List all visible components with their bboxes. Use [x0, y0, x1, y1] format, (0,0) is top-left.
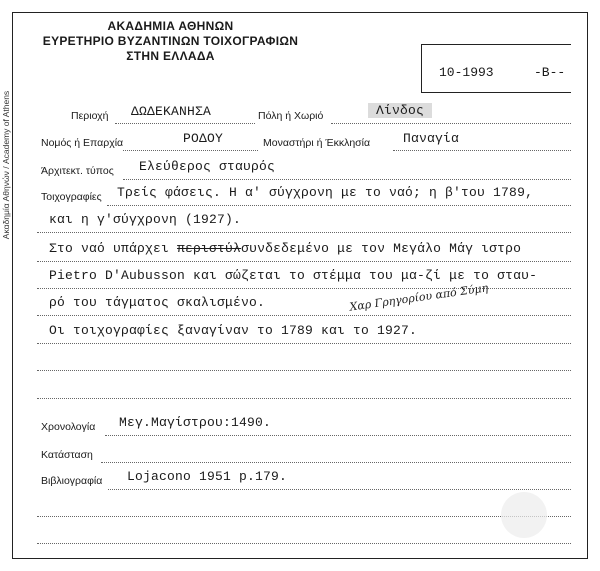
arch-type-value: Ελεύθερος σταυρός [139, 159, 276, 174]
region-label: Περιοχή [71, 110, 109, 122]
card-header [33, 19, 308, 64]
frescoes-dotline-4 [37, 288, 571, 289]
town-dotline [331, 123, 571, 124]
town-value: Λίνδος [368, 103, 432, 118]
reference-date: 10-1993 [439, 65, 494, 80]
frescoes-dotline-3 [37, 261, 571, 262]
monastery-label: Μοναστήρι ή Έκκλησία [263, 137, 371, 149]
frescoes-dotline-8 [37, 398, 571, 399]
frescoes-dotline-2 [37, 232, 571, 233]
chronology-value: Μεγ.Μαγίστρου:1490. [119, 415, 272, 430]
description-line-2: και η γ'σύγχρονη (1927). [49, 212, 242, 227]
prefecture-value: ΡΟΔΟΥ [183, 131, 224, 146]
frescoes-dotline-1 [107, 205, 571, 206]
arch-type-label: Άρχιτεκτ. τύπος [41, 165, 114, 177]
frescoes-label: Τοιχογραφίες [41, 191, 102, 203]
frescoes-dotline-5 [37, 315, 571, 316]
chronology-dotline [105, 435, 571, 436]
description-line-4: Pietro D'Aubusson και σώζεται το στέμμα του μα-ζί με το σταυ- [49, 268, 538, 283]
header-line-2: ΕΥΡΕΤΗΡΙΟ ΒΥΖΑΝΤΙΝΩΝ ΤΟΙΧΟΓΡΑΦΙΩΝ [42, 34, 299, 48]
reference-box [421, 44, 571, 93]
town-label: Πόλη ή Χωριό [258, 110, 324, 122]
header-line-3: ΣΤΗΝ ΕΛΛΑΔΑ [126, 49, 215, 63]
side-credit-text: Ακαδημία Αθηνών / Academy of Athens [1, 90, 11, 240]
academy-watermark-emblem [501, 492, 547, 538]
description-line-3 [49, 241, 521, 256]
prefecture-dotline [123, 150, 258, 151]
condition-dotline [101, 462, 571, 463]
chronology-label: Χρονολογία [41, 421, 96, 433]
region-dotline [115, 123, 255, 124]
bibliography-dotline [108, 489, 571, 490]
arch-type-dotline [123, 179, 571, 180]
region-value: ΔΩΔΕΚΑΝΗΣΑ [131, 104, 212, 119]
reference-code: -B-- [534, 65, 566, 80]
monastery-dotline [393, 150, 571, 151]
handwritten-note: Χαρ Γρηγορίου από Σύμη [348, 281, 489, 314]
index-card [12, 12, 588, 559]
frescoes-dotline-7 [37, 370, 571, 371]
prefecture-label: Νομός ή Επαρχία [41, 137, 124, 149]
description-line-1: Τρείς φάσεις. Η α' σύγχρονη με το ναό; η β'του 1789, [117, 185, 534, 200]
bibliography-label: Βιβλιογραφία [41, 475, 103, 487]
description-line-3-b: συνδεδεμένο με τον Μεγάλο Μάγ ιστρο [241, 241, 522, 256]
description-line-5: ρό του τάγματος σκαλισμένο. [49, 295, 266, 310]
extra-dotline-2 [37, 543, 571, 544]
header-line-1: ΑΚΑΔΗΜΙΑ ΑΘΗΝΩΝ [107, 19, 234, 33]
side-credit [0, 60, 12, 270]
condition-label: Κατάσταση [41, 449, 93, 461]
description-line-3-a: Στο ναό υπάρχει [49, 241, 170, 256]
monastery-value: Παναγία [403, 131, 460, 146]
frescoes-dotline-6 [37, 343, 571, 344]
extra-dotline-1 [37, 516, 571, 517]
description-struck-word: περιστύλ [177, 241, 242, 256]
bibliography-value: Lojacono 1951 p.179. [127, 469, 288, 484]
description-line-6: Οι τοιχογραφίες ξαναγίναν το 1789 και το 1927. [49, 323, 418, 338]
